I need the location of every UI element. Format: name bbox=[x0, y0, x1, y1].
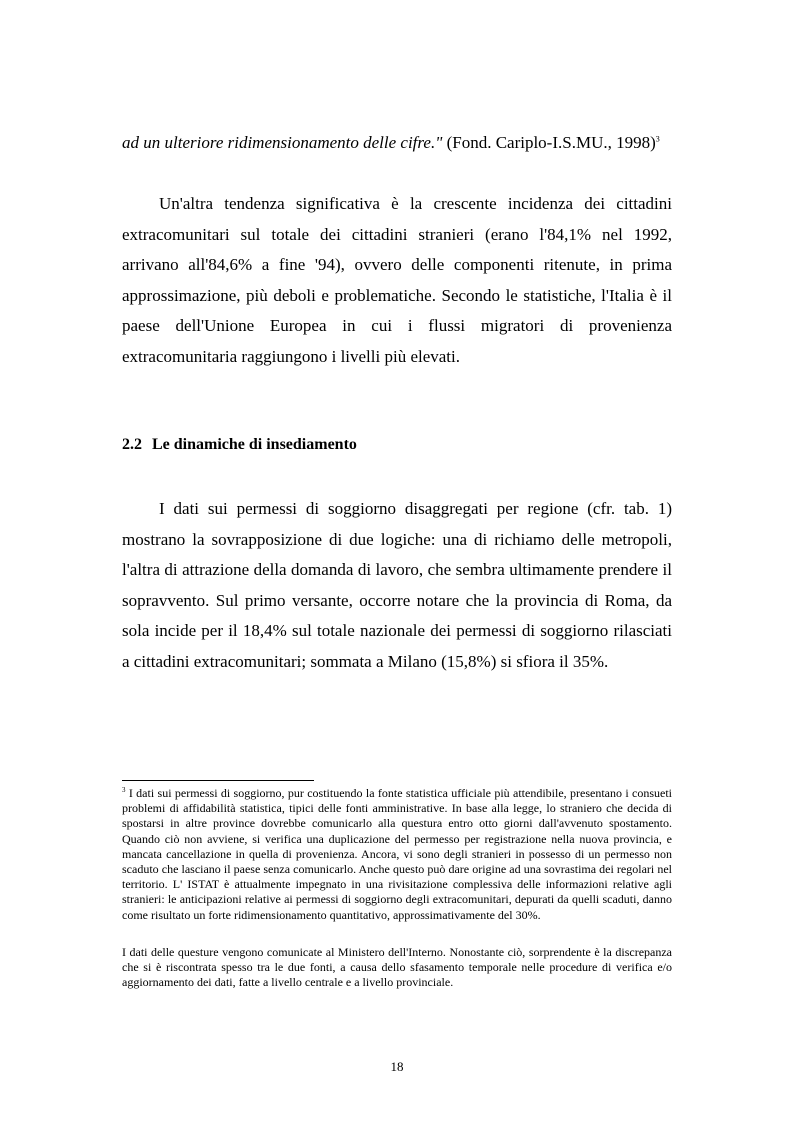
paragraph-extracomunitari: Un'altra tendenza significativa è la crescente incidenza dei cittadini extracomunitari sul totale dei cittadini stranieri (erano l'84,1% nel 1992, arrivano all'84,6% a fine '94), ovvero delle componenti ritenute, in prima approssimazione, più deboli e problematiche. Secondo le statistiche, l'Italia è il paese dell'Unione Europea in cui i flussi migratori di provenienza extracomunitaria raggiungono i livelli più elevati. bbox=[122, 194, 672, 366]
footnote-separator bbox=[122, 780, 314, 781]
footnote-text: I dati sui permessi di soggiorno, pur costituendo la fonte statistica ufficiale più attendibile, presentano i consueti problemi di affidabilità statistica, tipici delle fonti amministrative. In base alla legge, lo straniero che decida di spostarsi in altre province dovrebbe comunicarlo alla questura entro otto giorni dall'avvenuto spostamento. Quando ciò non avviene, si verifica una duplicazione del permesso per registrazione nella nuova provincia, e mancata cancellazione in quella di provenienza. Ancora, vi sono degli stranieri in possesso di un permesso non scaduto che lasciano il paese senza comunicarlo. Anche questo può dare origine ad una sovrastima dei regolari nel territorio. L' ISTAT è attualmente impegnato in una rivisitazione complessiva delle informazioni relative agli stranieri: le anticipazioni relative ai permessi di soggiorno degli extracomunitari, depurati da quelli scaduti, danno come risultato un forte ridimensionamento quantitativo, approssimativamente del 30%. bbox=[122, 786, 672, 922]
footnote-continuation: I dati delle questure vengono comunicate al Ministero dell'Interno. Nonostante ciò, sorprendente è la discrepanza che si è riscontrata spesso tra le due fonti, a causa dello sfasamento temporale nelle procedure di verifica e/o aggiornamento dei dati, fatte a livello centrale e a livello provinciale. bbox=[122, 945, 672, 990]
paragraph-quote-end bbox=[122, 128, 672, 159]
footnote bbox=[122, 786, 672, 923]
citation: (Fond. Cariplo-I.S.MU., 1998) bbox=[442, 133, 656, 152]
section-number: 2.2 bbox=[122, 436, 142, 453]
italic-quote: ad un ulteriore ridimensionamento delle cifre." bbox=[122, 133, 443, 152]
section-title: Le dinamiche di insediamento bbox=[152, 436, 357, 453]
page-number: 18 bbox=[390, 1059, 404, 1074]
section-heading bbox=[122, 436, 357, 454]
footnote-mark: 3 bbox=[122, 786, 126, 794]
footnote-reference: 3 bbox=[655, 134, 660, 144]
paragraph-permessi: I dati sui permessi di soggiorno disaggregati per regione (cfr. tab. 1) mostrano la sovrapposizione di due logiche: una di richiamo delle metropoli, l'altra di attrazione della domanda di lavoro, che sembra ultimamente prendere il sopravvento. Sul primo versante, occorre notare che la provincia di Roma, da sola incide per il 18,4% sul totale nazionale dei permessi di soggiorno rilasciati a cittadini extracomunitari; sommata a Milano (15,8%) si sfiora il 35%. bbox=[122, 499, 672, 671]
